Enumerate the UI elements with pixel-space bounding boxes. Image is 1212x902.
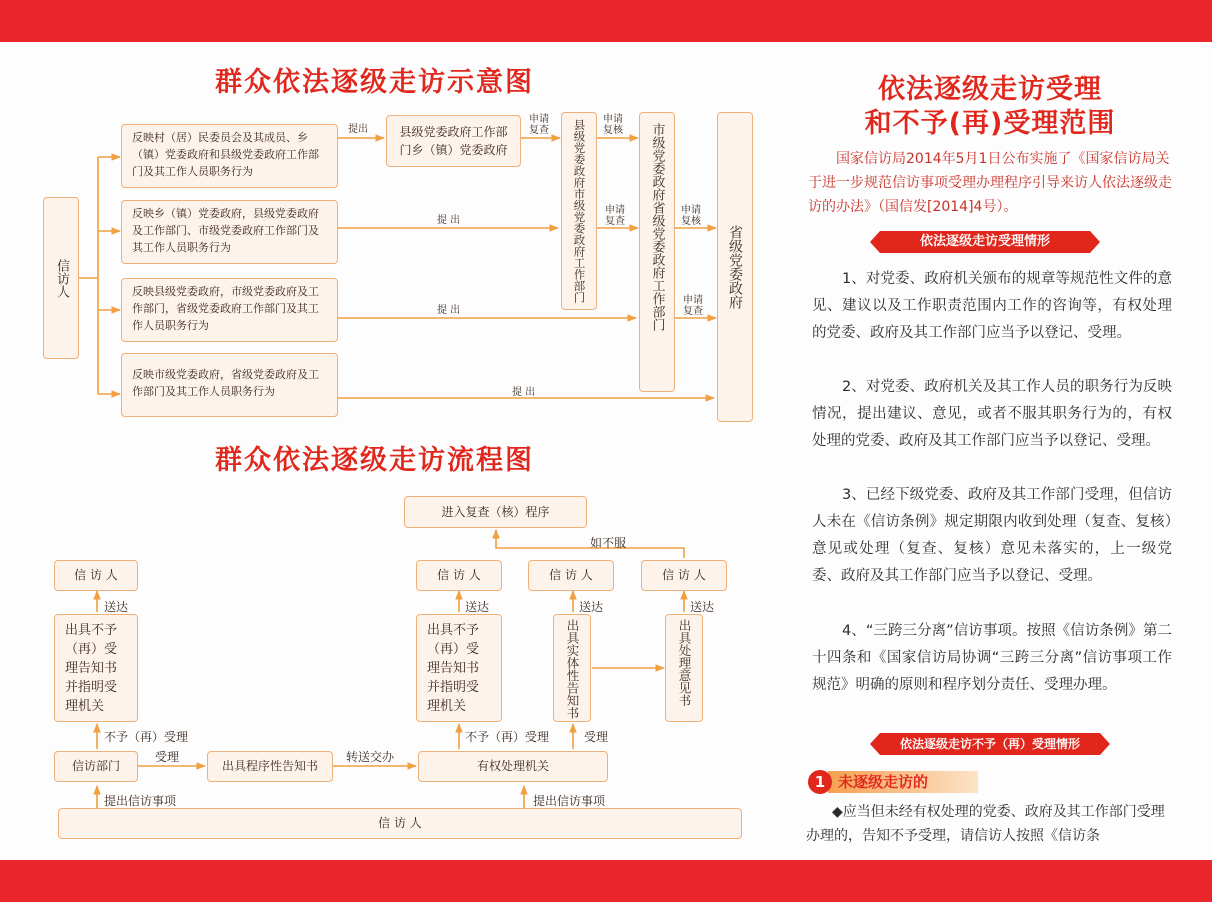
petitioner-box-2: 信 访 人 [416,560,502,591]
review-procedure-box: 进入复查（核）程序 [404,496,587,528]
apply-review-label-3: 申请复查 [683,295,703,317]
accept-item-4: 4、“三跨三分离”信访事项。按照《信访条例》第二十四条和《国家信访局协调“三跨三分离”信访事项工作规范》明确的原则和程序划分责任、受理办理。 [812,623,1172,693]
bottom-red-band [0,860,1212,902]
non-accept-notice-box-2: 出具不予（再）受理告知书并指明受理机关 [416,614,502,722]
diagram-title: 群众依法逐级走访示意图 [215,67,534,98]
petitioner-bottom-box: 信 访 人 [58,808,742,839]
right-title-line1: 依法逐级走访受理 [878,74,1102,105]
apply-review-label-2: 申请复查 [605,205,625,227]
ribbon-non-accept: 依法逐级走访不予（再）受理情形 [880,733,1100,755]
accept-item-3: 3、已经下级党委、政府及其工作部门受理，但信访人未在《信访条例》规定期限内收到处理（复查、复核）意见或处理（复查、复核）意见未落实的，上一级党委、政府及其工作部门应当予以登记、受理。 [812,487,1172,584]
opinion-label: 出具处理意见书 [677,619,692,707]
petition-dept-box: 信访部门 [54,751,138,782]
submit-matter-label-2: 提出信访事项 [533,794,606,808]
city-party-label: 市级党委政府省级党委政府工作部门 [649,123,665,331]
flow-title: 群众依法逐级走访流程图 [215,445,534,476]
intro-paragraph: 国家信访局2014年5月1日公布实施了《国家信访局关于进一步规范信访事项受理办理程序引导来访人依法逐级走访的办法》（国信发[2014]4号）。 [808,151,1172,215]
apply-recheck-label-2: 申请复核 [681,205,701,227]
not-accept-label-2: 不予（再）受理 [465,730,550,744]
petitioner-box-1: 信 访 人 [54,560,138,591]
transfer-label: 转送交办 [346,750,395,764]
procedural-notice-box: 出具程序性告知书 [207,751,333,782]
bullet-paragraph: ◆应当但未经有权处理的党委、政府及其工作部门受理办理的，告知不予受理，请信访人按照《信访条 [806,804,1165,844]
accept-label-1: 受理 [584,730,609,744]
opinion-box [665,614,703,722]
city-party-column [639,112,675,392]
county-party-label: 县级党委政府市级党委政府工作部门 [572,119,587,303]
accept-label-2: 受理 [155,750,180,764]
county-dept-box: 县级党委政府工作部门乡（镇）党委政府 [386,115,521,167]
submit-label-1: 提出 [348,124,368,135]
petitioner-box-3: 信 访 人 [528,560,614,591]
deliver-label-1: 送达 [104,600,129,614]
non-accept-notice-box-1: 出具不予（再）受理告知书并指明受理机关 [54,614,138,722]
county-party-column [561,112,597,310]
accept-item-2: 2、对党委、政府机关及其工作人员的职务行为反映情况，提出建议、意见，或者不服其职务行为的，有权处理的党委、政府及其工作部门应当予以登记、受理。 [812,379,1172,449]
submit-label-3: 提 出 [437,305,461,316]
province-party-label: 省级党委政府 [727,225,743,309]
accept-item-1: 1、对党委、政府机关颁布的规章等规范性文件的意见、建议以及工作职责范围内工作的咨询等，有权处理的党委、政府及其工作部门应当予以登记、受理。 [812,271,1172,341]
not-accept-label-1: 不予（再）受理 [104,730,189,744]
disagree-label: 如不服 [590,536,627,550]
submit-label-4: 提 出 [512,387,536,398]
subsection-heading [808,770,980,794]
submit-label-2: 提 出 [437,215,461,226]
deliver-label-2: 送达 [465,600,490,614]
deliver-label-3: 送达 [579,600,604,614]
issue-box-village: 反映村（居）民委员会及其成员、乡（镇）党委政府和县级党委政府工作部门及其工作人员职务行为 [121,124,338,188]
submit-matter-label-1: 提出信访事项 [104,794,177,808]
right-title-line2: 和不予(再)受理范围 [864,108,1116,139]
issue-box-city: 反映市级党委政府，省级党委政府及工作部门及其工作人员职务行为 [121,353,338,417]
ribbon-accept: 依法逐级走访受理情形 [880,231,1090,253]
petitioner-box [43,197,79,359]
apply-review-label-1: 申请复查 [529,114,549,136]
apply-recheck-label-1: 申请复核 [603,114,623,136]
subsection-number: 1 [808,770,832,794]
issue-box-township: 反映乡（镇）党委政府，县级党委政府及工作部门、市级党委政府工作部门及其工作人员职务行为 [121,200,338,264]
province-party-column [717,112,753,422]
deliver-label-4: 送达 [690,600,715,614]
entity-notice-label: 出具实体性告知书 [565,619,580,719]
issue-box-county: 反映县级党委政府，市级党委政府及工作部门，省级党委政府工作部门及其工作人员职务行为 [121,278,338,342]
petitioner-label: 信访人 [54,258,69,298]
entity-notice-box [553,614,591,722]
petitioner-box-4: 信 访 人 [641,560,727,591]
authority-box: 有权处理机关 [418,751,608,782]
subsection-title: 未逐级走访的 [828,771,978,793]
